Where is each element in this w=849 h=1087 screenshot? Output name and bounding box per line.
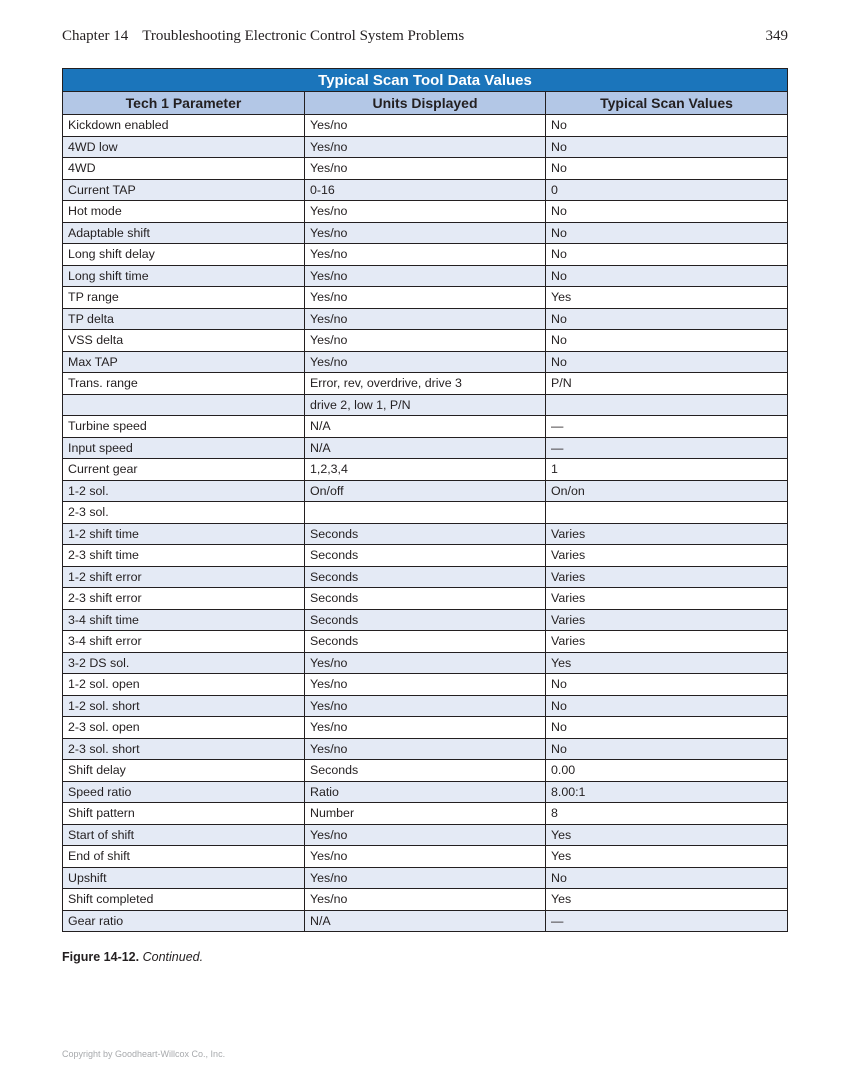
table-row: [63, 351, 788, 373]
table-row: [63, 609, 788, 631]
cell-units: N/A: [305, 416, 546, 438]
cell-parameter: TP delta: [63, 308, 305, 330]
cell-units: Seconds: [305, 523, 546, 545]
cell-parameter: Upshift: [63, 867, 305, 889]
cell-units: Yes/no: [305, 867, 546, 889]
cell-parameter: Kickdown enabled: [63, 115, 305, 137]
cell-typical-value: Varies: [546, 588, 788, 610]
cell-typical-value: Yes: [546, 652, 788, 674]
cell-typical-value: No: [546, 717, 788, 739]
figure-caption: [62, 950, 203, 964]
cell-parameter: [63, 394, 305, 416]
cell-typical-value: No: [546, 136, 788, 158]
cell-parameter: Trans. range: [63, 373, 305, 395]
cell-typical-value: [546, 502, 788, 524]
table-row: [63, 179, 788, 201]
table-row: [63, 738, 788, 760]
cell-typical-value: 8: [546, 803, 788, 825]
table-row: [63, 566, 788, 588]
cell-parameter: End of shift: [63, 846, 305, 868]
cell-parameter: 2-3 shift error: [63, 588, 305, 610]
chapter-title: Troubleshooting Electronic Control System Problems: [142, 28, 465, 44]
chapter-heading: [62, 28, 464, 45]
table-row: [63, 867, 788, 889]
cell-parameter: VSS delta: [63, 330, 305, 352]
table-row: [63, 523, 788, 545]
table-row: [63, 545, 788, 567]
cell-parameter: 1-2 shift time: [63, 523, 305, 545]
cell-units: Seconds: [305, 588, 546, 610]
table-row: [63, 244, 788, 266]
table-row: [63, 201, 788, 223]
table-row: [63, 760, 788, 782]
table-row: [63, 631, 788, 653]
cell-typical-value: Varies: [546, 523, 788, 545]
cell-typical-value: On/on: [546, 480, 788, 502]
cell-parameter: Start of shift: [63, 824, 305, 846]
cell-parameter: Adaptable shift: [63, 222, 305, 244]
copyright-notice: Copyright by Goodheart-Willcox Co., Inc.: [62, 1049, 226, 1059]
cell-units: Yes/no: [305, 330, 546, 352]
table-title: Typical Scan Tool Data Values: [63, 69, 788, 92]
cell-typical-value: 1: [546, 459, 788, 481]
cell-typical-value: Varies: [546, 631, 788, 653]
cell-units: Yes/no: [305, 115, 546, 137]
cell-typical-value: No: [546, 867, 788, 889]
table-row: [63, 265, 788, 287]
table-row: [63, 717, 788, 739]
table-row: [63, 394, 788, 416]
cell-parameter: 3-2 DS sol.: [63, 652, 305, 674]
cell-typical-value: Yes: [546, 287, 788, 309]
table-row: [63, 480, 788, 502]
table-row: [63, 846, 788, 868]
cell-units: Yes/no: [305, 695, 546, 717]
table-header-row: [63, 92, 788, 115]
cell-parameter: Turbine speed: [63, 416, 305, 438]
cell-parameter: Current gear: [63, 459, 305, 481]
cell-typical-value: Yes: [546, 889, 788, 911]
cell-units: Seconds: [305, 609, 546, 631]
table-row: [63, 502, 788, 524]
chapter-number: Chapter 14: [62, 28, 129, 44]
cell-units: Seconds: [305, 545, 546, 567]
cell-typical-value: No: [546, 265, 788, 287]
table-row: [63, 910, 788, 932]
cell-units: 1,2,3,4: [305, 459, 546, 481]
scan-tool-data-table: [62, 68, 788, 932]
cell-units: Yes/no: [305, 738, 546, 760]
cell-units: Yes/no: [305, 136, 546, 158]
cell-units: Yes/no: [305, 158, 546, 180]
cell-units: Yes/no: [305, 846, 546, 868]
cell-typical-value: No: [546, 674, 788, 696]
cell-parameter: Shift delay: [63, 760, 305, 782]
cell-units: Seconds: [305, 760, 546, 782]
cell-typical-value: —: [546, 416, 788, 438]
cell-typical-value: No: [546, 695, 788, 717]
cell-units: Seconds: [305, 566, 546, 588]
cell-typical-value: No: [546, 308, 788, 330]
cell-units: Yes/no: [305, 674, 546, 696]
cell-typical-value: No: [546, 158, 788, 180]
cell-parameter: TP range: [63, 287, 305, 309]
table-row: [63, 115, 788, 137]
cell-parameter: 1-2 sol.: [63, 480, 305, 502]
cell-parameter: 1-2 shift error: [63, 566, 305, 588]
column-header-units: Units Displayed: [305, 92, 546, 115]
cell-typical-value: Yes: [546, 824, 788, 846]
cell-units: drive 2, low 1, P/N: [305, 394, 546, 416]
cell-parameter: Input speed: [63, 437, 305, 459]
cell-units: Yes/no: [305, 244, 546, 266]
table-row: [63, 588, 788, 610]
cell-typical-value: No: [546, 330, 788, 352]
table-row: [63, 652, 788, 674]
cell-parameter: Current TAP: [63, 179, 305, 201]
column-header-typical-values: Typical Scan Values: [546, 92, 788, 115]
figure-label: Figure 14-12.: [62, 950, 140, 964]
cell-parameter: 3-4 shift time: [63, 609, 305, 631]
cell-typical-value: Varies: [546, 566, 788, 588]
cell-parameter: 2-3 sol. short: [63, 738, 305, 760]
cell-typical-value: Yes: [546, 846, 788, 868]
cell-units: Yes/no: [305, 201, 546, 223]
table-row: [63, 674, 788, 696]
cell-typical-value: No: [546, 351, 788, 373]
cell-parameter: 1-2 sol. short: [63, 695, 305, 717]
cell-typical-value: No: [546, 244, 788, 266]
cell-typical-value: Varies: [546, 545, 788, 567]
cell-units: Yes/no: [305, 308, 546, 330]
cell-parameter: 2-3 sol.: [63, 502, 305, 524]
table-row: [63, 824, 788, 846]
table-row: [63, 695, 788, 717]
cell-typical-value: —: [546, 437, 788, 459]
cell-units: 0-16: [305, 179, 546, 201]
cell-parameter: Shift pattern: [63, 803, 305, 825]
cell-units: Number: [305, 803, 546, 825]
cell-typical-value: No: [546, 201, 788, 223]
cell-units: Error, rev, overdrive, drive 3: [305, 373, 546, 395]
cell-parameter: 3-4 shift error: [63, 631, 305, 653]
table-row: [63, 158, 788, 180]
table-row: [63, 803, 788, 825]
cell-parameter: Max TAP: [63, 351, 305, 373]
figure-caption-text: Continued.: [142, 950, 204, 964]
table-row: [63, 889, 788, 911]
column-header-parameter: Tech 1 Parameter: [63, 92, 305, 115]
cell-units: Seconds: [305, 631, 546, 653]
cell-typical-value: 8.00:1: [546, 781, 788, 803]
cell-typical-value: —: [546, 910, 788, 932]
cell-units: Ratio: [305, 781, 546, 803]
cell-parameter: 4WD low: [63, 136, 305, 158]
cell-typical-value: P/N: [546, 373, 788, 395]
cell-parameter: Speed ratio: [63, 781, 305, 803]
table-row: [63, 287, 788, 309]
cell-units: On/off: [305, 480, 546, 502]
cell-units: Yes/no: [305, 889, 546, 911]
cell-parameter: 4WD: [63, 158, 305, 180]
cell-parameter: Long shift time: [63, 265, 305, 287]
table-row: [63, 330, 788, 352]
table-row: [63, 136, 788, 158]
cell-units: Yes/no: [305, 351, 546, 373]
cell-units: Yes/no: [305, 265, 546, 287]
table-row: [63, 308, 788, 330]
table-row: [63, 373, 788, 395]
table-title-row: [63, 69, 788, 92]
cell-typical-value: [546, 394, 788, 416]
table-row: [63, 459, 788, 481]
cell-parameter: 2-3 sol. open: [63, 717, 305, 739]
cell-typical-value: No: [546, 115, 788, 137]
cell-typical-value: Varies: [546, 609, 788, 631]
cell-typical-value: 0: [546, 179, 788, 201]
cell-units: Yes/no: [305, 824, 546, 846]
cell-parameter: Long shift delay: [63, 244, 305, 266]
table-row: [63, 781, 788, 803]
cell-typical-value: No: [546, 222, 788, 244]
cell-units: Yes/no: [305, 652, 546, 674]
cell-typical-value: 0.00: [546, 760, 788, 782]
cell-units: N/A: [305, 437, 546, 459]
cell-parameter: Shift completed: [63, 889, 305, 911]
table-row: [63, 222, 788, 244]
running-header: [62, 28, 788, 46]
table-row: [63, 416, 788, 438]
page-number: 349: [765, 28, 788, 44]
cell-parameter: 2-3 shift time: [63, 545, 305, 567]
cell-units: [305, 502, 546, 524]
cell-units: Yes/no: [305, 717, 546, 739]
cell-typical-value: No: [546, 738, 788, 760]
cell-units: Yes/no: [305, 222, 546, 244]
cell-parameter: 1-2 sol. open: [63, 674, 305, 696]
cell-parameter: Hot mode: [63, 201, 305, 223]
cell-units: N/A: [305, 910, 546, 932]
table-row: [63, 437, 788, 459]
scan-tool-table-container: [62, 68, 787, 932]
cell-parameter: Gear ratio: [63, 910, 305, 932]
table-body: [63, 115, 788, 932]
cell-units: Yes/no: [305, 287, 546, 309]
